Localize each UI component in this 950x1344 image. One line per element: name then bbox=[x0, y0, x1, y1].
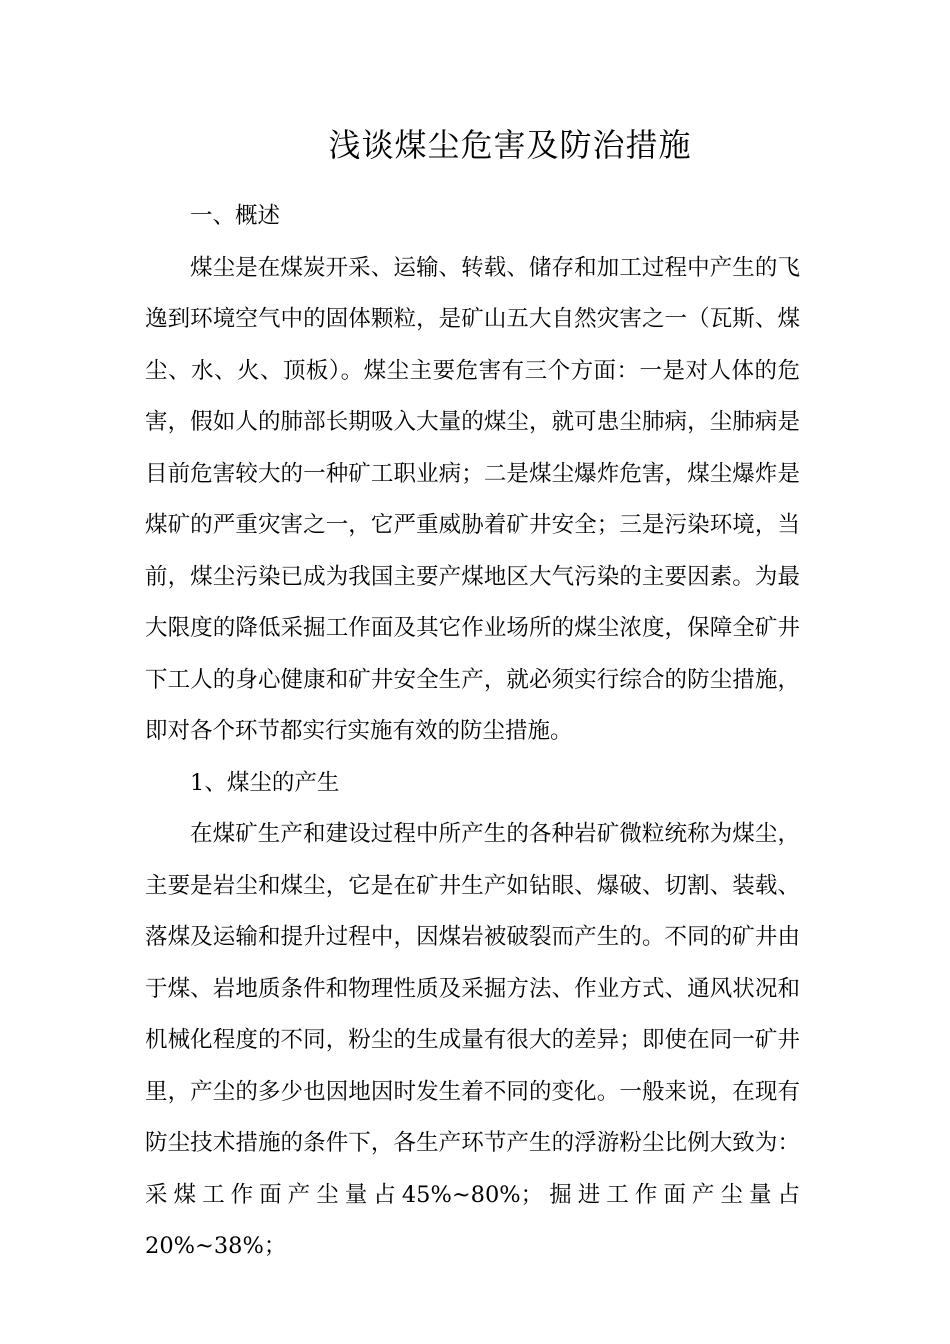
document-title: 浅谈煤尘危害及防治措施 bbox=[328, 126, 692, 164]
subsection-heading-dust-generation: 1、煤尘的产生 bbox=[190, 769, 340, 796]
document-body bbox=[145, 191, 800, 1273]
paragraph-dust-generation: 在煤矿生产和建设过程中所产生的各种岩矿微粒统称为煤尘，主要是岩尘和煤尘，它是在矿井生产如钻眼、爆破、切割、装载、落煤及运输和提升过程中，因煤岩被破裂而产生的。不同的矿井由于煤、岩地质条件和物理性质及采掘方法、作业方式、通风状况和机械化程度的不同，粉尘的生成量有很大的差异；即使在同一矿井里，产尘的多少也因地因时发生着不同的变化。一般来说，在现有防尘技术措施的条件下，各生产环节产生的浮游粉尘比例大致为：采煤工作面产尘量占45%~80%；掘进工作面产尘量占20%~38%； bbox=[145, 821, 800, 1259]
paragraph-overview: 煤尘是在煤炭开采、运输、转载、储存和加工过程中产生的飞逸到环境空气中的固体颗粒，是矿山五大自然灾害之一（瓦斯、煤尘、水、火、顶板）。煤尘主要危害有三个方面：一是对人体的危害，假如人的肺部长期吸入大量的煤尘，就可患尘肺病，尘肺病是目前危害较大的一种矿工职业病；二是煤尘爆炸危害，煤尘爆炸是煤矿的严重灾害之一，它严重威胁着矿井安全；三是污染环境，当前，煤尘污染已成为我国主要产煤地区大气污染的主要因素。为最大限度的降低采掘工作面及其它作业场所的煤尘浓度，保障全矿井下工人的身心健康和矿井安全生产，就必须实行综合的防尘措施，即对各个环节都实行实施有效的防尘措施。 bbox=[145, 254, 800, 744]
section-heading-overview: 一、概述 bbox=[190, 203, 281, 229]
